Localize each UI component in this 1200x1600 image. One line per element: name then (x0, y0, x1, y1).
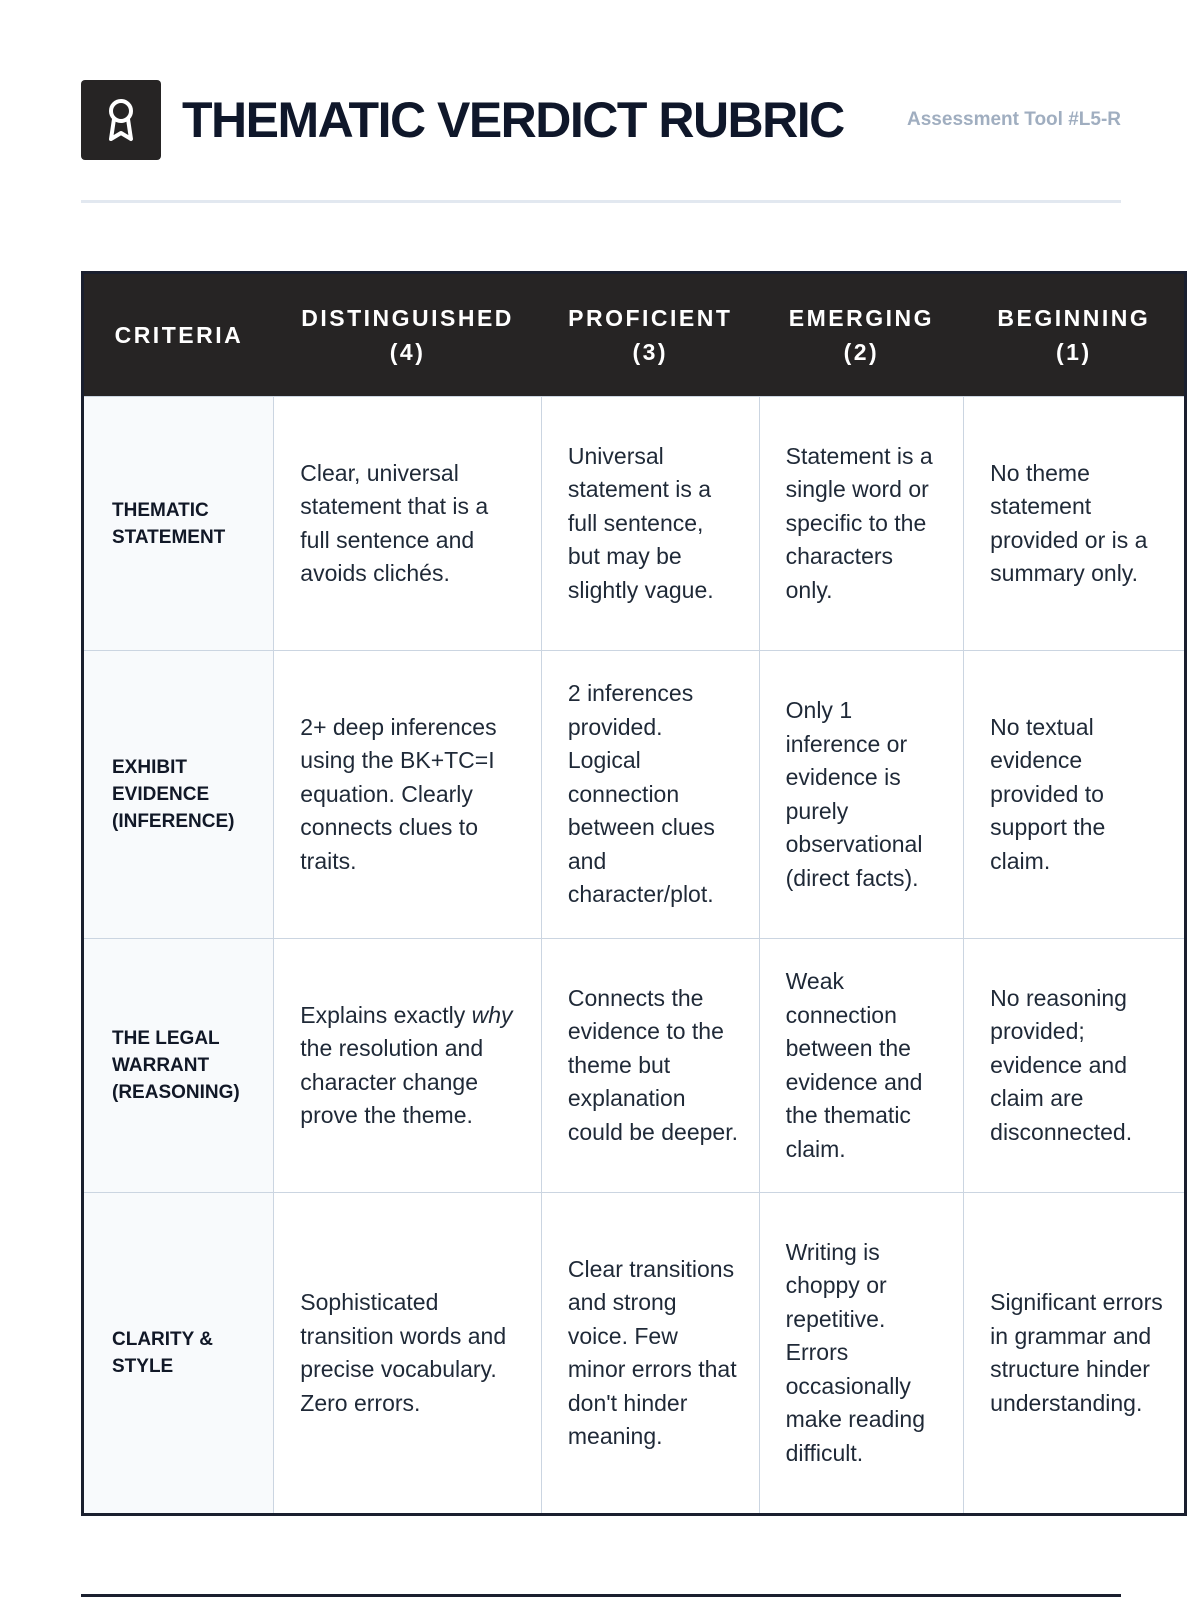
page-title: THEMATIC VERDICT RUBRIC (182, 92, 844, 148)
table-row (83, 397, 1186, 651)
award-ribbon-icon (99, 95, 143, 145)
rubric-table (81, 271, 1187, 1516)
cell-proficient: 2 inferences provided. Logical connection between clues and character/plot. (541, 651, 759, 939)
cell-emerging: Weak connection between the evidence and the thematic claim. (759, 939, 964, 1193)
table-row (83, 939, 1186, 1193)
criterion-label: THEMATIC STATEMENT (83, 397, 274, 651)
header-divider (81, 200, 1121, 203)
cell-distinguished: 2+ deep inferences using the BK+TC=I equation. Clearly connects clues to traits. (274, 651, 542, 939)
criterion-label: EXHIBIT EVIDENCE (INFERENCE) (83, 651, 274, 939)
cell-beginning: No theme statement provided or is a summary only. (964, 397, 1186, 651)
rubric-header-row (83, 273, 1186, 397)
column-header-criteria: CRITERIA (83, 273, 274, 397)
emphasis-why: why (471, 1001, 513, 1028)
cell-beginning: Significant errors in grammar and structure hinder understanding. (964, 1193, 1186, 1515)
criterion-label: THE LEGAL WARRANT (REASONING) (83, 939, 274, 1193)
column-header-beginning: BEGINNING (1) (964, 273, 1186, 397)
page-header (81, 80, 1121, 160)
cell-distinguished: Clear, universal statement that is a full sentence and avoids clichés. (274, 397, 542, 651)
cell-beginning: No textual evidence provided to support the claim. (964, 651, 1186, 939)
cell-proficient: Connects the evidence to the theme but explanation could be deeper. (541, 939, 759, 1193)
table-row (83, 651, 1186, 939)
criterion-label: CLARITY & STYLE (83, 1193, 274, 1515)
column-header-emerging: EMERGING (2) (759, 273, 964, 397)
cell-proficient: Clear transitions and strong voice. Few minor errors that don't hinder meaning. (541, 1193, 759, 1515)
cell-beginning: No reasoning provided; evidence and claim are disconnected. (964, 939, 1186, 1193)
cell-emerging: Only 1 inference or evidence is purely observational (direct facts). (759, 651, 964, 939)
assessment-tool-id: Assessment Tool #L5-R (907, 109, 1121, 130)
cell-distinguished: Sophisticated transition words and precise vocabulary. Zero errors. (274, 1193, 542, 1515)
column-header-distinguished: DISTINGUISHED (4) (274, 273, 542, 397)
table-row (83, 1193, 1186, 1515)
cell-emerging: Writing is choppy or repetitive. Errors occasionally make reading difficult. (759, 1193, 964, 1515)
column-header-proficient: PROFICIENT (3) (541, 273, 759, 397)
cell-distinguished: Explains exactly why the resolution and character change prove the theme. (274, 939, 542, 1193)
cell-emerging: Statement is a single word or specific to the characters only. (759, 397, 964, 651)
footer-divider (81, 1594, 1121, 1597)
cell-proficient: Universal statement is a full sentence, but may be slightly vague. (541, 397, 759, 651)
logo (81, 80, 161, 160)
